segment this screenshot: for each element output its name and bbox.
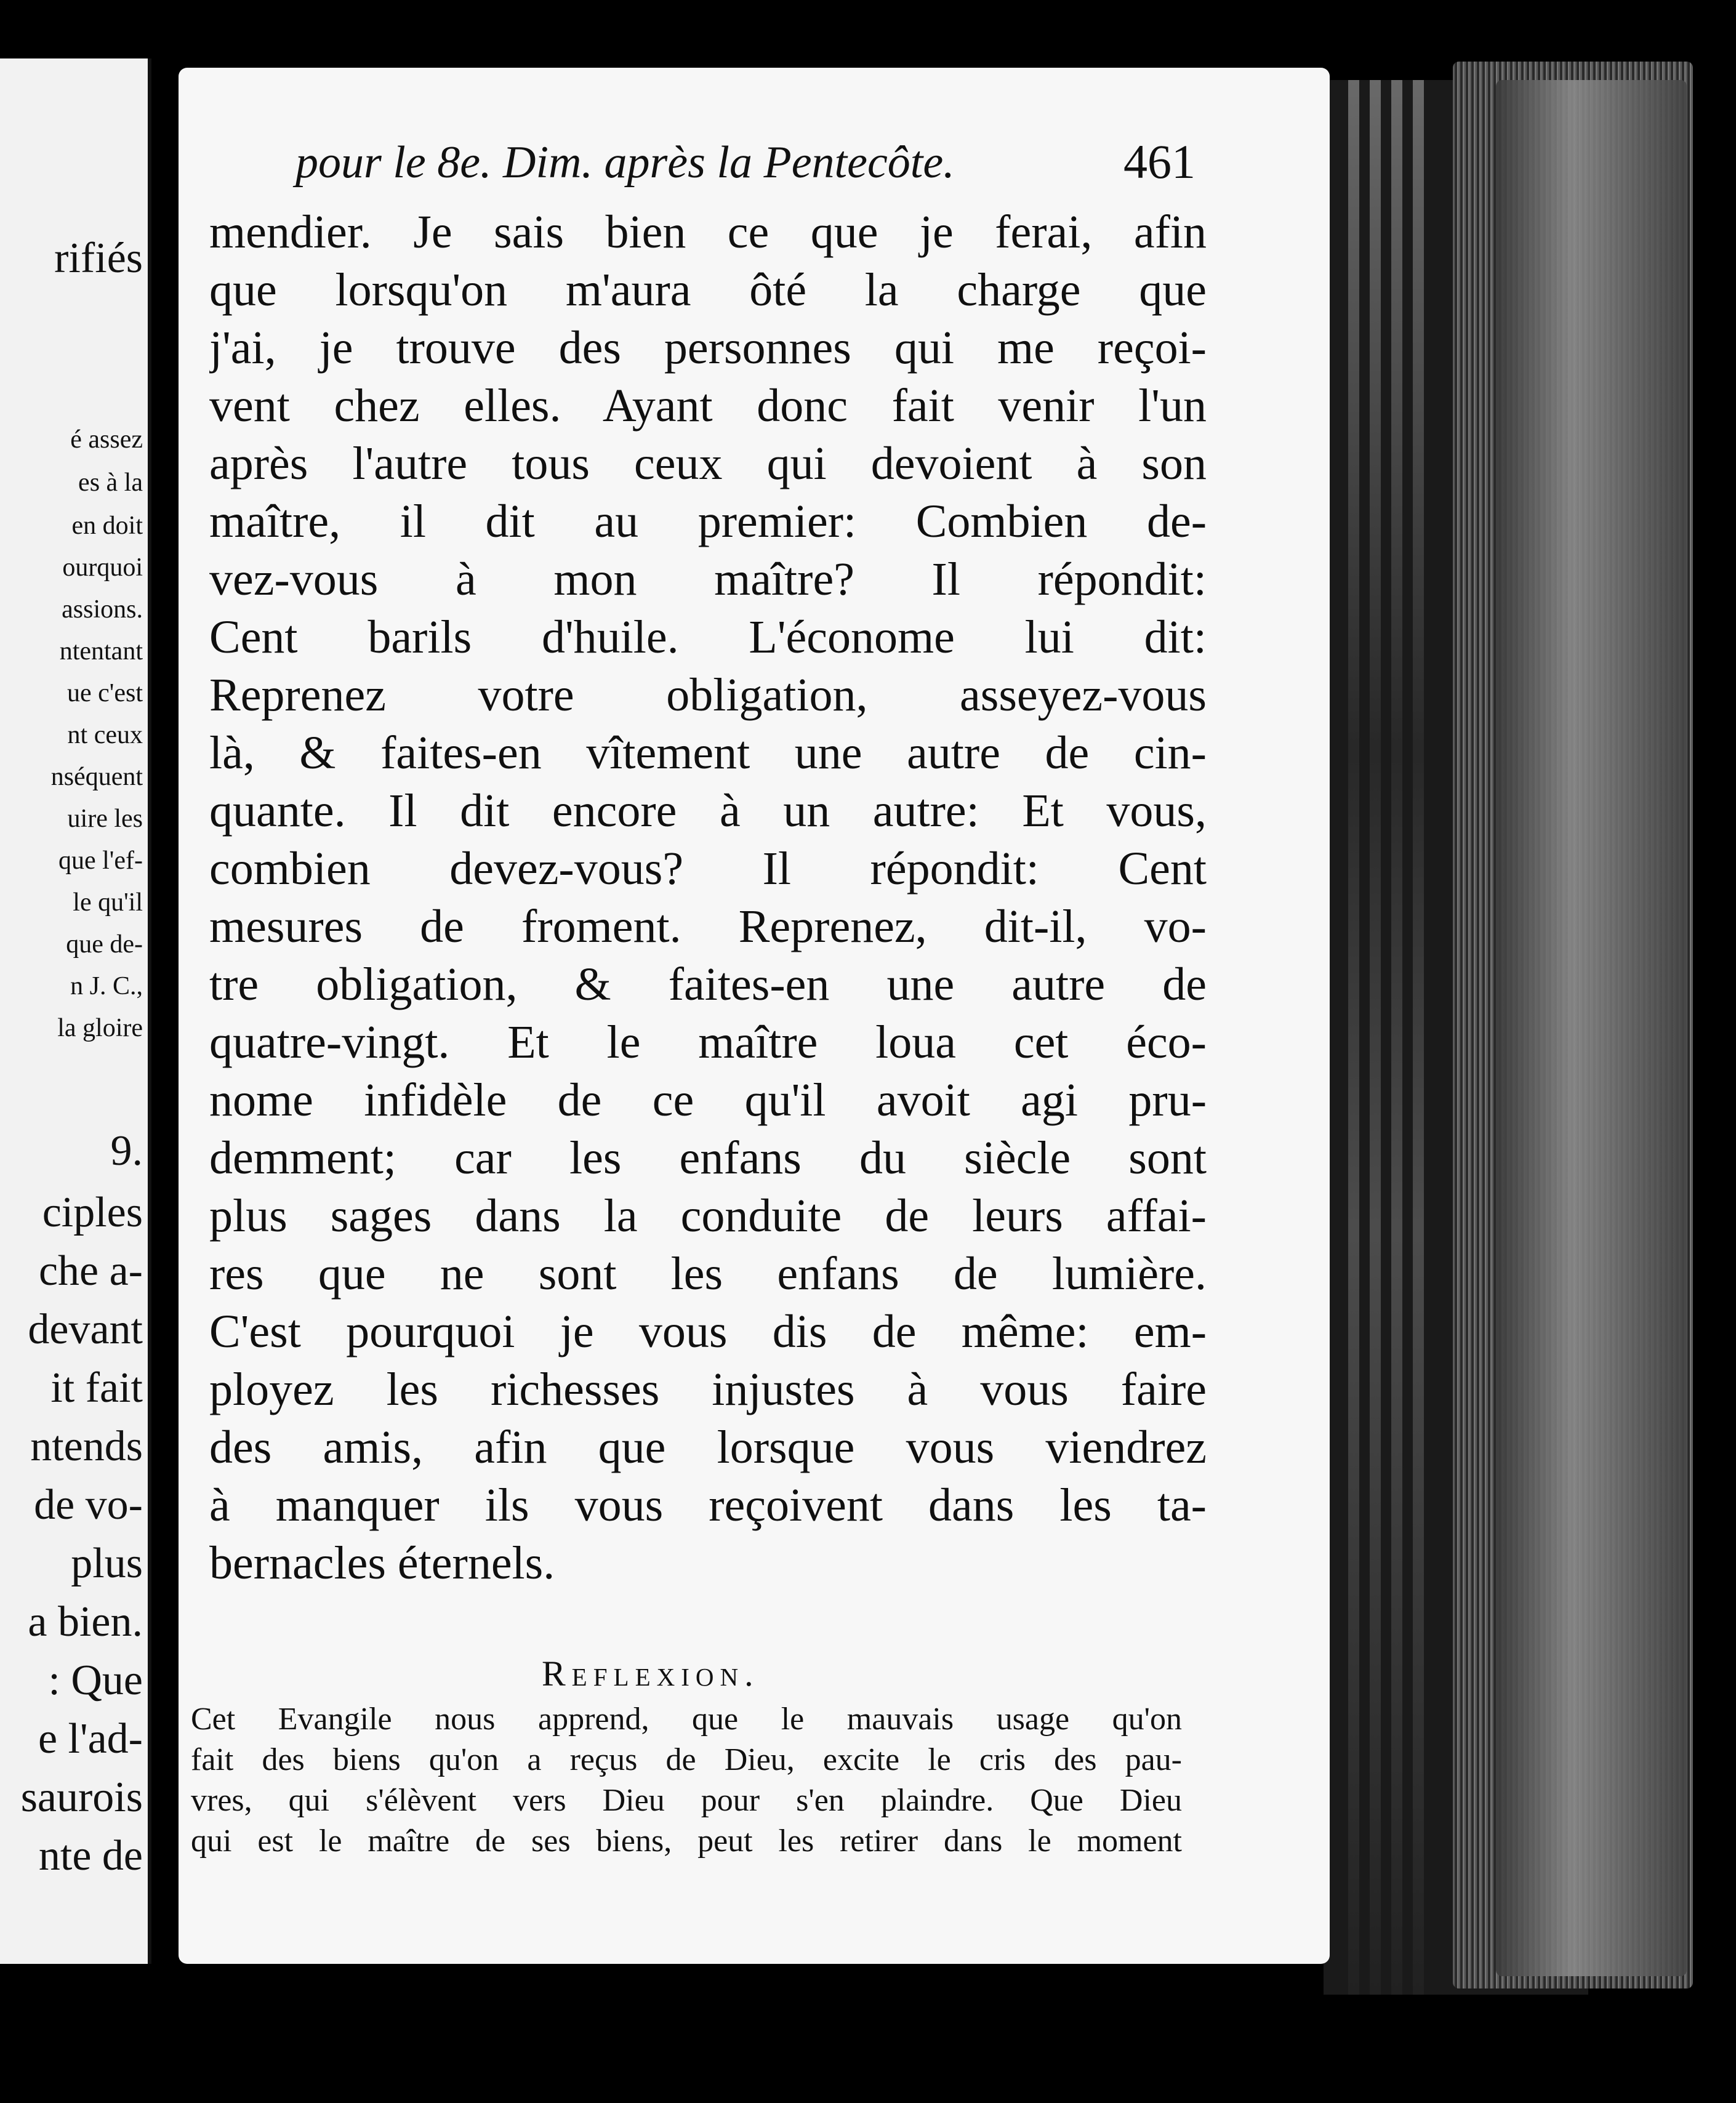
- text-line: après l'autre tous ceux qui devoient à son: [209, 438, 1207, 489]
- left-page-line: devant: [28, 1306, 143, 1353]
- text-line: plus sages dans la conduite de leurs affai-: [209, 1190, 1207, 1242]
- left-page-line: ue c'est: [66, 679, 143, 707]
- text-line: quante. Il dit encore à un autre: Et vous,: [209, 785, 1207, 837]
- left-page-line: de vo-: [34, 1481, 143, 1529]
- text-line: mendier. Je sais bien ce que je ferai, afin: [209, 206, 1207, 258]
- reflexion-heading: Reflexion.: [542, 1654, 760, 1694]
- page-number: 461: [1123, 135, 1196, 188]
- left-page-line: assions.: [62, 595, 143, 624]
- reflexion-text: [191, 1699, 1182, 1862]
- left-page-line: ourquoi: [62, 553, 143, 582]
- left-page-line: it fait: [50, 1364, 143, 1412]
- text-line: Cent barils d'huile. L'économe lui dit:: [209, 611, 1207, 663]
- left-page-line: plus: [71, 1540, 143, 1587]
- text-line: là, & faites-en vîtement une autre de cin-: [209, 727, 1207, 779]
- left-page-line: nt ceux: [67, 721, 143, 749]
- left-page-line: e l'ad-: [38, 1715, 143, 1763]
- text-line: que lorsqu'on m'aura ôté la charge que: [209, 264, 1207, 316]
- text-line: ployez les richesses injustes à vous faire: [209, 1364, 1207, 1415]
- reflexion-line: fait des biens qu'on a reçus de Dieu, excite le cris des pau-: [191, 1742, 1182, 1777]
- page-edge-leaf: [1391, 80, 1402, 1995]
- running-title: pour le 8e. Dim. après la Pentecôte.: [295, 137, 955, 188]
- left-page-line: en doit: [71, 512, 143, 540]
- text-line: nome infidèle de ce qu'il avoit agi pru-: [209, 1074, 1207, 1126]
- left-page-line: : Que: [48, 1657, 143, 1704]
- page-edge-leaf: [1370, 80, 1381, 1995]
- left-page-line: uire les: [67, 805, 143, 833]
- text-line: j'ai, je trouve des personnes qui me reçoi-: [209, 322, 1207, 374]
- left-page-line: che a-: [38, 1247, 143, 1295]
- text-line: à manquer ils vous reçoivent dans les ta-: [209, 1479, 1207, 1531]
- text-line: combien devez-vous? Il répondit: Cent: [209, 843, 1207, 895]
- book-edge: [1324, 80, 1588, 1995]
- text-line: vez-vous à mon maître? Il répondit:: [209, 553, 1207, 605]
- running-header: [295, 137, 1219, 192]
- left-page-line: la gloire: [57, 1014, 143, 1042]
- text-line: bernacles éternels.: [209, 1537, 555, 1589]
- reflexion-line: vres, qui s'élèvent vers Dieu pour s'en plaindre. Que Dieu: [191, 1783, 1182, 1818]
- left-page-line: 9.: [110, 1127, 143, 1175]
- left-page-line: le qu'il: [73, 888, 143, 917]
- text-line: demment; car les enfans du siècle sont: [209, 1132, 1207, 1184]
- reflexion-line: qui est le maître de ses biens, peut les retirer dans le moment: [191, 1824, 1182, 1859]
- text-line: tre obligation, & faites-en une autre de: [209, 959, 1207, 1010]
- left-page-line: ntends: [30, 1423, 143, 1470]
- text-line: Reprenez votre obligation, asseyez-vous: [209, 669, 1207, 721]
- left-page-line: nséquent: [50, 763, 143, 791]
- left-page-line: ciples: [42, 1189, 143, 1236]
- left-page-line: saurois: [20, 1774, 143, 1821]
- left-page-line: que de-: [66, 930, 143, 959]
- left-page-line: nte de: [38, 1832, 143, 1880]
- left-page-line: es à la: [78, 468, 143, 497]
- left-page-line: rifiés: [54, 235, 143, 282]
- text-line: mesures de froment. Reprenez, dit-il, vo-: [209, 901, 1207, 952]
- text-line: des amis, afin que lorsque vous viendrez: [209, 1421, 1207, 1473]
- left-page-line: que l'ef-: [58, 846, 143, 875]
- text-line: maître, il dit au premier: Combien de-: [209, 496, 1207, 547]
- reflexion-line: Cet Evangile nous apprend, que le mauvais usage qu'on: [191, 1702, 1182, 1737]
- page-edge-leaf: [1348, 80, 1359, 1995]
- gospel-text: [209, 203, 1207, 1592]
- text-line: vent chez elles. Ayant donc fait venir l'un: [209, 380, 1207, 432]
- text-line: res que ne sont les enfans de lumière.: [209, 1248, 1207, 1300]
- left-page-line: ntentant: [59, 637, 143, 665]
- text-line: quatre-vingt. Et le maître loua cet éco-: [209, 1016, 1207, 1068]
- left-page-fragment: [0, 58, 151, 1964]
- text-line: C'est pourquoi je vous dis de même: em-: [209, 1306, 1207, 1357]
- page-edge-leaf: [1413, 80, 1424, 1995]
- left-page-line: a bien.: [28, 1598, 143, 1646]
- book-cover-surface: [1496, 80, 1687, 1976]
- left-page-line: n J. C.,: [70, 972, 143, 1000]
- left-page-line: é assez: [70, 425, 143, 454]
